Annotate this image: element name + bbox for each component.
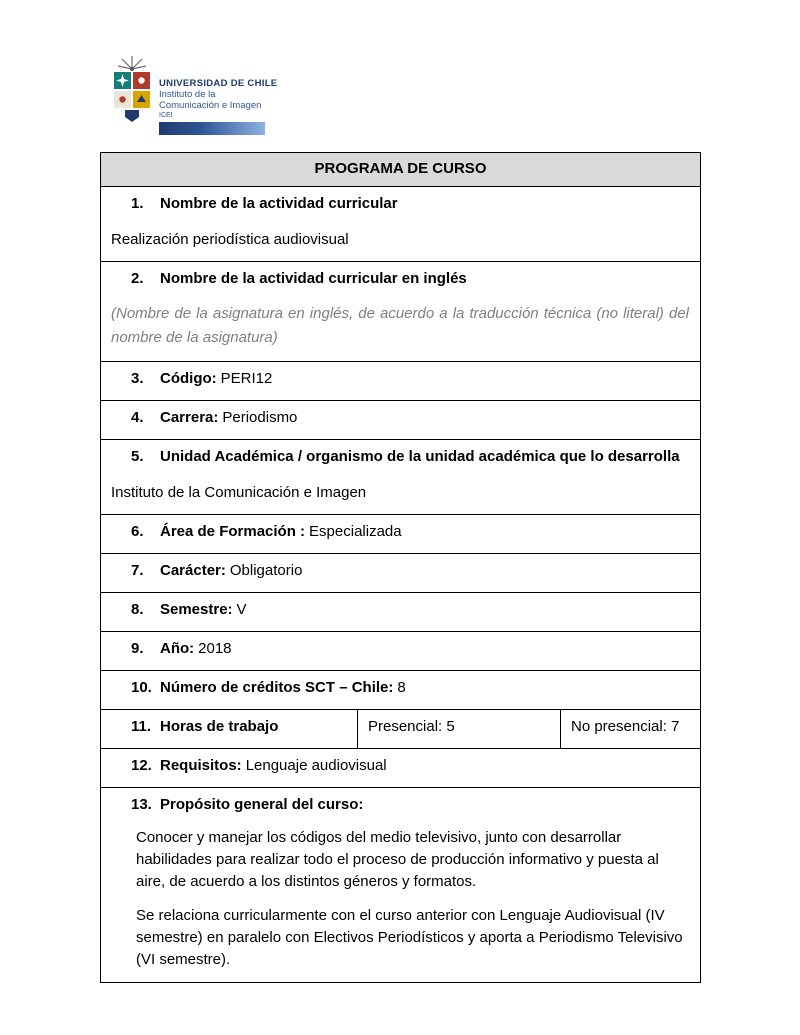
logo-acronym: ICEI [159, 112, 173, 119]
row-label-line [111, 269, 689, 289]
cell-horas-label [101, 710, 358, 749]
proposito-paragraph-1: Conocer y manejar los códigos del medio televisivo, junto con desarrollar habilidades para realizar todo el proceso de producción informativo y puesta al aire, de acuerdo a los distintos géneros y formatos. [136, 829, 659, 890]
row-number: 5. [131, 448, 144, 465]
row-value: Especializada [309, 523, 402, 540]
logo-institute-line1: Instituto de la [159, 89, 216, 100]
row-value: Obligatorio [229, 562, 303, 579]
row-area-formacion [101, 515, 701, 554]
row-number: 10. [131, 679, 152, 696]
logo-university-name: UNIVERSIDAD DE CHILE [159, 78, 278, 89]
row-label: Horas de trabajo [160, 718, 279, 735]
row-label: Carrera: [160, 409, 219, 426]
proposito-paragraph-2: Se relaciona curricularmente con el curso anterior con Lenguaje Audiovisual (IV semestre) en paralelo con Electivos Periodísticos y aporta a Periodismo Televisivo (VI semestre). [136, 907, 683, 968]
row-number: 11. [131, 718, 152, 735]
row-number: 4. [131, 409, 144, 426]
row-label-line [111, 194, 689, 214]
row-label: Propósito general del curso: [160, 796, 364, 813]
row-number: 12. [131, 757, 152, 774]
english-name-note: (Nombre de la asignatura en inglés, de acuerdo a la traducción técnica (no literal) del nombre de la asignatura) [111, 305, 690, 346]
row-ano [101, 632, 701, 671]
row-requisitos [101, 749, 701, 788]
row-carrera [101, 401, 701, 440]
university-logo [112, 55, 277, 138]
row-nombre-actividad [101, 187, 701, 262]
cell-no-presencial: No presencial: 7 [561, 710, 701, 749]
row-number: 13. [131, 796, 152, 813]
row-label: Número de créditos SCT – Chile: [160, 679, 394, 696]
row-codigo [101, 362, 701, 401]
row-value: Periodismo [222, 409, 298, 426]
row-label: Nombre de la actividad curricular [160, 195, 398, 212]
row-number: 3. [131, 370, 144, 387]
row-value: Lenguaje audiovisual [245, 757, 387, 774]
row-label: Área de Formación : [160, 523, 306, 540]
row-nombre-ingles [101, 262, 701, 362]
row-number: 8. [131, 601, 144, 618]
logo-blue-bar [159, 122, 265, 135]
course-program-table [100, 152, 701, 983]
row-label: Código: [160, 370, 217, 387]
row-caracter [101, 554, 701, 593]
logo-institute-line2: Comunicación e Imagen [159, 100, 262, 111]
row-value: V [236, 601, 247, 618]
row-value: 8 [397, 679, 406, 696]
row-label: Unidad Académica / organismo de la unidad académica que lo desarrolla [160, 448, 680, 465]
row-proposito [101, 788, 701, 983]
row-number: 7. [131, 562, 144, 579]
row-label-line [111, 447, 689, 467]
row-number: 1. [131, 195, 144, 212]
row-value: Instituto de la Comunicación e Imagen [111, 484, 367, 501]
row-label-line [111, 795, 689, 815]
row-number: 9. [131, 640, 144, 657]
row-value: PERI12 [220, 370, 273, 387]
row-semestre [101, 593, 701, 632]
row-label: Año: [160, 640, 195, 657]
row-label: Nombre de la actividad curricular en inglés [160, 270, 467, 287]
row-value: Realización periodística audiovisual [111, 231, 349, 248]
title-row [101, 153, 701, 187]
row-label: Semestre: [160, 601, 233, 618]
cell-presencial: Presencial: 5 [358, 710, 561, 749]
logo-text-block [159, 55, 277, 135]
university-crest-icon [112, 55, 152, 138]
row-number: 6. [131, 523, 144, 540]
table-title: PROGRAMA DE CURSO [101, 153, 701, 187]
row-label: Requisitos: [160, 757, 242, 774]
row-creditos [101, 671, 701, 710]
row-unidad-academica [101, 440, 701, 515]
row-value: 2018 [198, 640, 232, 657]
row-number: 2. [131, 270, 144, 287]
row-horas-trabajo [101, 710, 701, 749]
row-label: Carácter: [160, 562, 226, 579]
